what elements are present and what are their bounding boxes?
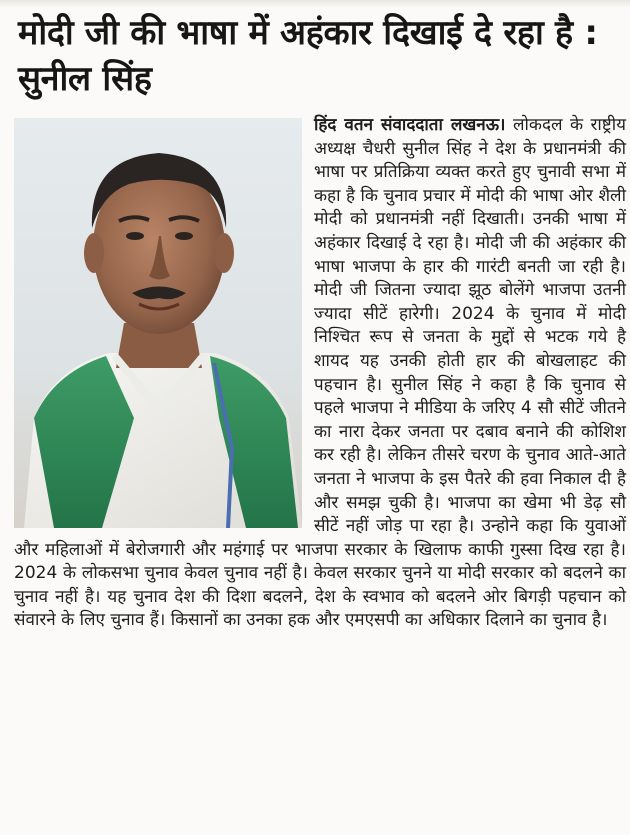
page-top-edge xyxy=(0,0,630,8)
article-headline: मोदी जी की भाषा में अहंकार दिखाई दे रहा है : सुनील सिंह xyxy=(18,13,598,99)
article-dateline: हिंद वतन संवाददाता लखनऊ। xyxy=(314,115,506,135)
article-body xyxy=(14,114,626,633)
portrait-photo xyxy=(14,118,302,528)
article-body-text: लोकदल के राष्ट्रीय अध्यक्ष चैधरी सुनील सिंह ने देश के प्रधानमंत्री की भाषा पर प्रतिक्रिया व्यक्त करते हुए चुनावी सभा में कहा है कि चुनाव प्रचार में मोदी की भाषा ओर शैली मोदी को प्रधानमंत्री नहीं दिखाती। उनकी भाषा में अहंकार दिखाई दे रहा है। मोदी जी की अहंकार की भाषा भाजपा के हार की गारंटी बनती जा रही है। मोदी जी जितना ज्यादा झूठ बोलेंगे भाजपा उतनी ज्यादा सीटें हारेगी। 2024 के चुनाव में मोदी निश्चित रूप से जनता के मुद्दों से भटक गये है शायद यह उनकी होती हार की बोखलाहट की पहचान है। सुनील सिंह ने कहा है कि चुनाव से पहले भाजपा ने मीडिया के जरिए 4 सौ सीटें जीतने का नारा देकर जनता पर दबाव बनाने की कोशिश कर रही है। लेकिन तीसरे चरण के चुनाव आते-आते जनता ने भाजपा के इस पैतरे की हवा निकाल दी है और समझ चुकी है। भाजपा का खेमा भी डेढ़ सौ सीटें नहीं जोड़ पा रहा है। उन्होने कहा कि युवाओं और महिलाओं में बेरोजगारी और महंगाई पर भाजपा सरकार के खिलाफ काफी गुस्सा दिख रहा है। 2024 के लोकसभा चुनाव केवल चुनाव नहीं है। केवल सरकार चुनने या मोदी सरकार को बदलने का चुनाव नहीं है। यह चुनाव देश की दिशा बदलने, देश के स्वभाव को बदलने ओर बिगड़ी पहचान को संवारने के लिए चुनाव हैं। किसानों का उनका हक और एमएसपी का अधिकार दिलाने का चुनाव है। xyxy=(14,115,627,631)
